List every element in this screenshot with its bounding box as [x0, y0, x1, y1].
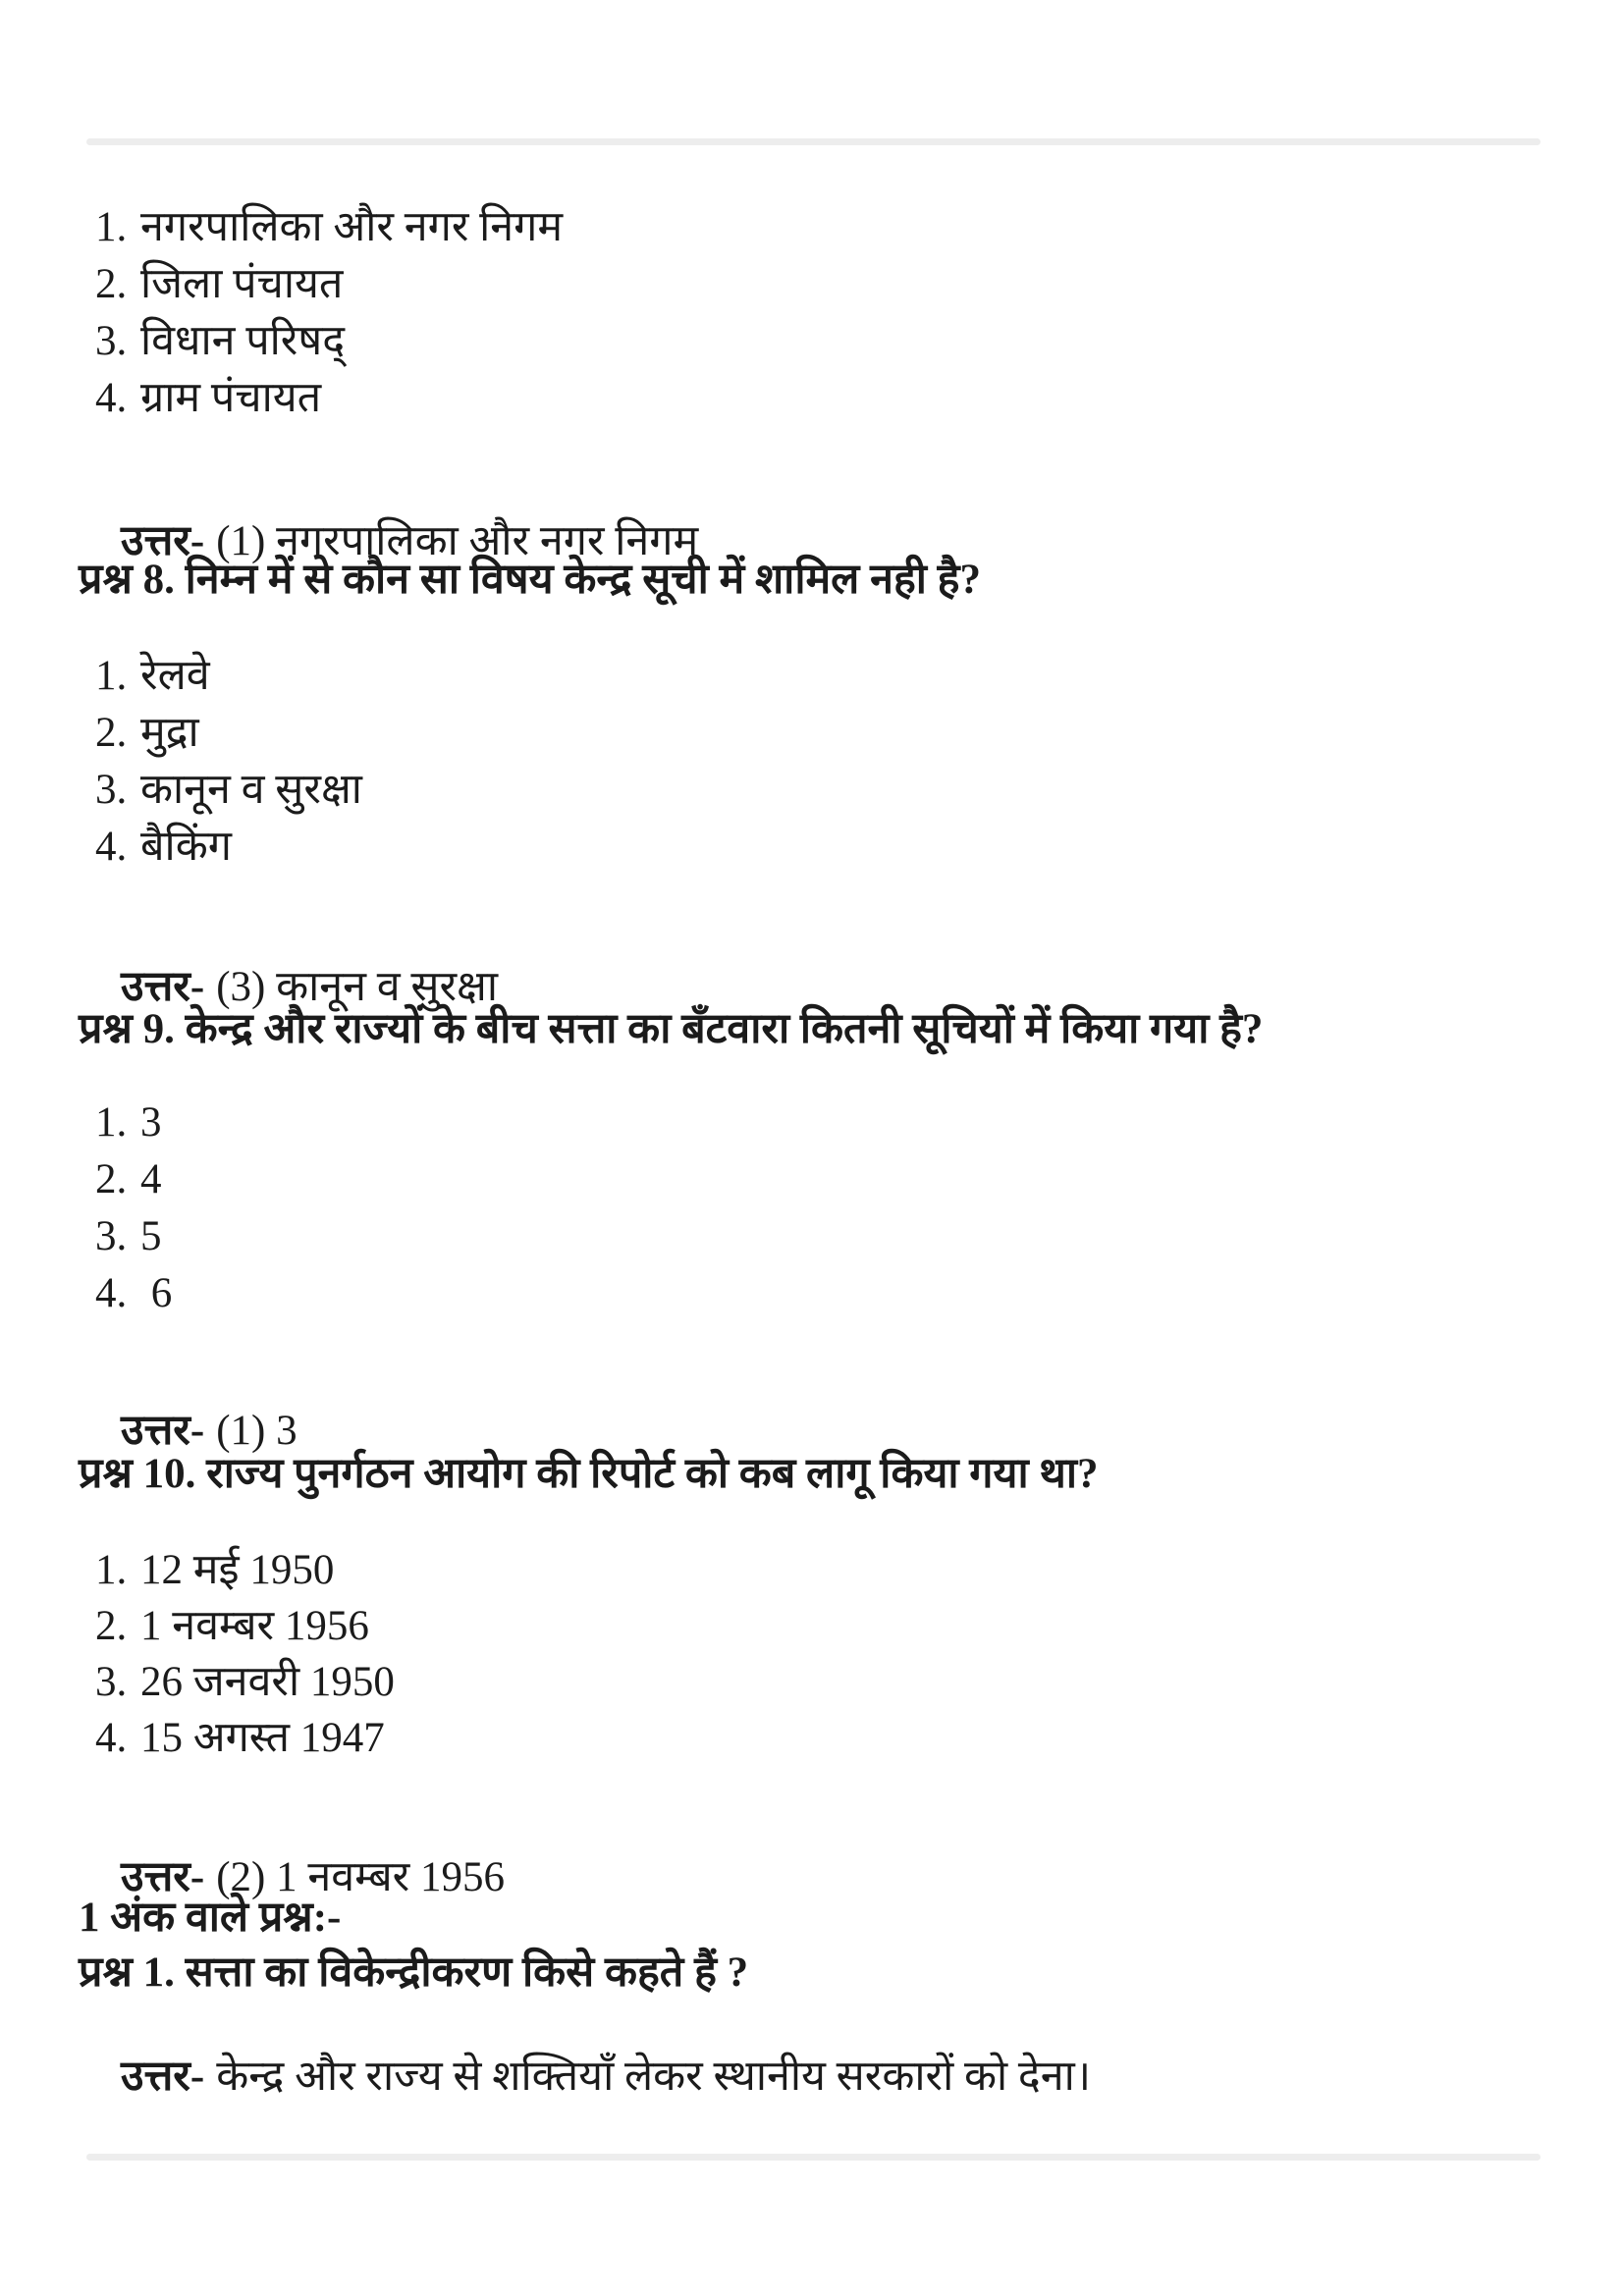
answer-label: उत्तर- — [121, 1408, 205, 1455]
option-number: 2. — [95, 1156, 128, 1202]
answer-text: (1) नगरपालिका और नगर निगम — [216, 518, 699, 565]
option-row — [95, 652, 210, 700]
answer-label: उत्तर- — [121, 518, 205, 565]
option-number: 4. — [95, 1270, 128, 1316]
option-number: 3. — [95, 767, 128, 813]
option-number: 3. — [95, 1659, 128, 1705]
option-number: 3. — [95, 1213, 128, 1259]
option-number: 3. — [95, 318, 128, 364]
option-number: 4. — [95, 824, 128, 870]
option-row — [95, 203, 563, 251]
question-title: प्रश्न 8. निम्न में से कौन सा विषय केन्द्र सूची में शामिल नही है? — [79, 557, 981, 603]
divider-bottom — [86, 2154, 1541, 2161]
option-row — [95, 1269, 172, 1317]
option-number: 1. — [95, 1547, 128, 1593]
option-number: 4. — [95, 1715, 128, 1761]
option-row — [95, 823, 232, 871]
answer-text: (2) 1 नवम्बर 1956 — [216, 1854, 505, 1901]
option-text: 6 — [140, 1270, 173, 1316]
option-text: कानून व सुरक्षा — [140, 767, 362, 813]
option-text: रेलवे — [140, 653, 210, 699]
option-row — [95, 1714, 385, 1762]
option-text: 1 नवम्बर 1956 — [140, 1603, 369, 1649]
option-row — [95, 260, 343, 308]
option-text: 26 जनवरी 1950 — [140, 1659, 395, 1705]
option-text: ग्राम पंचायत — [140, 375, 322, 421]
option-text: नगरपालिका और नगर निगम — [140, 204, 564, 250]
divider-top — [86, 138, 1541, 145]
answer-text: केन्द्र और राज्य से शक्तियाँ लेकर स्थानीय सरकारों को देना। — [216, 2054, 1092, 2101]
option-text: 15 अगस्त 1947 — [140, 1715, 385, 1761]
option-number: 1. — [95, 1099, 128, 1146]
option-row — [95, 374, 321, 422]
answer-label: उत्तर- — [121, 1854, 205, 1901]
question-title: प्रश्न 9. केन्द्र और राज्यों के बीच सत्ता का बँटवारा कितनी सूचियों में किया गया है? — [79, 1006, 1264, 1052]
question-title: प्रश्न 10. राज्य पुनर्गठन आयोग की रिपोर्ट को कब लागू किया गया था? — [79, 1451, 1099, 1497]
option-number: 2. — [95, 710, 128, 756]
option-row — [95, 766, 362, 814]
option-row — [95, 1546, 334, 1594]
answer-label: उत्तर- — [121, 2054, 205, 2101]
option-number: 1. — [95, 653, 128, 699]
option-text: 3 — [140, 1099, 162, 1146]
option-number: 4. — [95, 375, 128, 421]
option-row — [95, 1658, 395, 1706]
answer-text: (3) कानून व सुरक्षा — [216, 964, 498, 1011]
option-row — [95, 317, 345, 365]
option-text: बैकिंग — [140, 824, 232, 870]
option-row — [95, 709, 199, 757]
answer-line — [79, 2004, 1091, 2150]
option-text: 5 — [140, 1213, 162, 1259]
option-row — [95, 1155, 162, 1203]
option-row — [95, 1212, 162, 1260]
option-text: 4 — [140, 1156, 162, 1202]
option-row — [95, 1602, 369, 1650]
option-number: 2. — [95, 1603, 128, 1649]
question-title: प्रश्न 1. सत्ता का विकेन्द्रीकरण किसे कहते हैं ? — [79, 1949, 749, 1996]
answer-text: (1) 3 — [216, 1408, 298, 1455]
option-row — [95, 1098, 162, 1147]
option-text: 12 मई 1950 — [140, 1547, 335, 1593]
section-heading: 1 अंक वाले प्रश्न:- — [79, 1895, 342, 1941]
option-text: जिला पंचायत — [140, 261, 344, 307]
option-text: मुद्रा — [140, 710, 199, 756]
option-number: 2. — [95, 261, 128, 307]
option-number: 1. — [95, 204, 128, 250]
option-text: विधान परिषद् — [140, 318, 346, 364]
answer-label: उत्तर- — [121, 964, 205, 1011]
